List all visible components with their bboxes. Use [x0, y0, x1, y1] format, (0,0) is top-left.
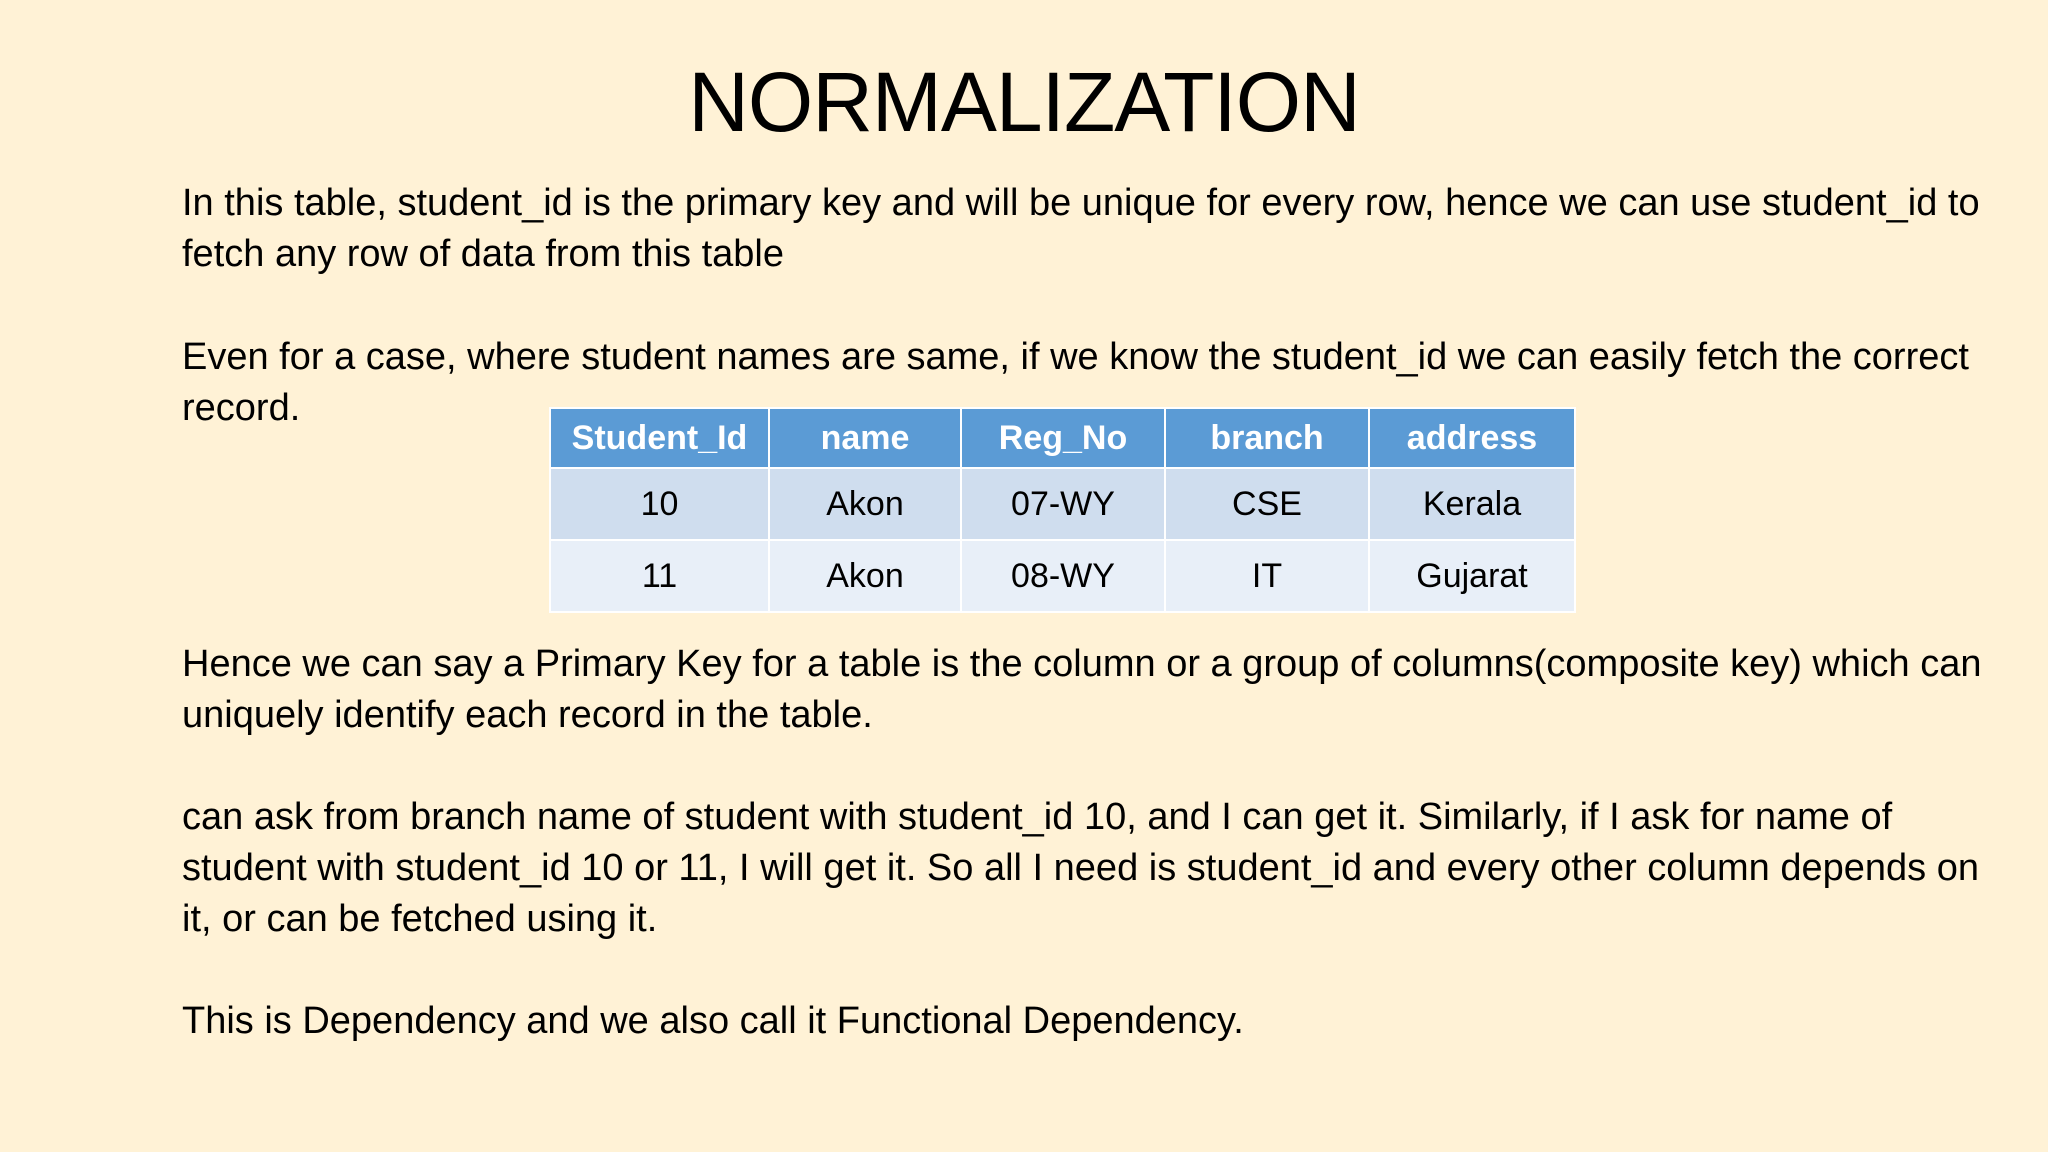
table-cell: 08-WY — [961, 540, 1165, 612]
table-cell: 11 — [550, 540, 769, 612]
table-cell: Gujarat — [1369, 540, 1575, 612]
table-header-row — [550, 408, 1575, 468]
paragraph-functional-dependency: This is Dependency and we also call it Functional Dependency. — [182, 1000, 1244, 1042]
table-cell: 10 — [550, 468, 769, 540]
column-header-reg-no: Reg_No — [961, 408, 1165, 468]
table-cell: Akon — [769, 540, 961, 612]
slide-title: NORMALIZATION — [688, 55, 1360, 149]
paragraph-same-names-case: Even for a case, where student names are same, if we know the student_id we can easily fetch the correct record. — [182, 336, 1969, 429]
table-cell: CSE — [1165, 468, 1369, 540]
column-header-branch: branch — [1165, 408, 1369, 468]
paragraph-primary-key-intro: In this table, student_id is the primary key and will be unique for every row, hence we can use student_id to fetch any row of data from this table — [182, 182, 1980, 275]
table-row — [550, 468, 1575, 540]
table-cell: Akon — [769, 468, 961, 540]
table-cell: 07-WY — [961, 468, 1165, 540]
paragraph-dependency-example: can ask from branch name of student with student_id 10, and I can get it. Similarly, if I ask for name of student with student_id 10 or 11, I will get it. So all I need is student_id and every other column depends on it, or can be fetched using it. — [182, 796, 1979, 940]
student-table — [549, 407, 1576, 613]
column-header-student-id: Student_Id — [550, 408, 769, 468]
paragraph-primary-key-definition: Hence we can say a Primary Key for a table is the column or a group of columns(composite key) which can uniquely identify each record in the table. — [182, 643, 1982, 736]
table-cell: IT — [1165, 540, 1369, 612]
column-header-name: name — [769, 408, 961, 468]
column-header-address: address — [1369, 408, 1575, 468]
table-row — [550, 540, 1575, 612]
table-cell: Kerala — [1369, 468, 1575, 540]
